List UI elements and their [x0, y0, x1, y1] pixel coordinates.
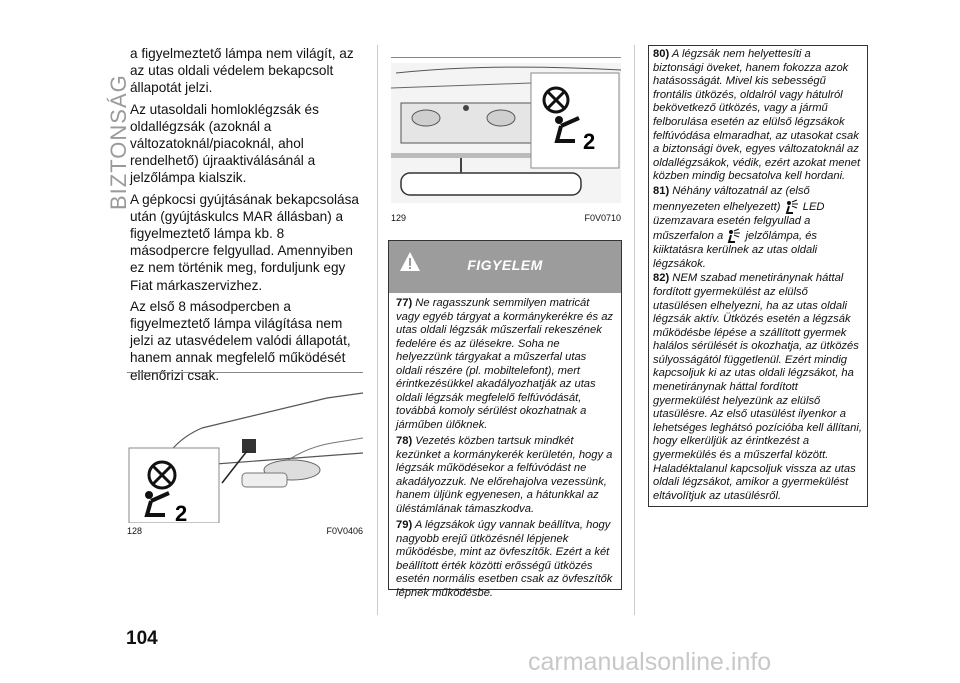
warning-title: FIGYELEM [467, 257, 543, 273]
passenger-airbag-icon [784, 199, 800, 215]
figure-code: F0V0406 [326, 526, 363, 536]
figure-caption [127, 526, 363, 536]
airbag-off-lamp [242, 439, 256, 453]
figure-128 [127, 372, 363, 543]
page-number: 104 [126, 628, 158, 649]
watermark: carmanualsonline.info [528, 648, 772, 676]
paragraph: a figyelmeztető lámpa nem világít, az az utas oldali védelem bekapcsolt állapotát jelzi. [130, 46, 354, 96]
figure-code: F0V0710 [584, 213, 621, 223]
figure-129 [391, 57, 621, 228]
paragraph: Az utasoldali homloklégzsák és oldallégzsák (azoknál a változatoknál/piacoknál, ahol rendelhető) újraaktiválásánál a jelzőlámpa kialszik. [130, 101, 319, 186]
svg-text:2: 2 [175, 501, 188, 523]
main-text-column [130, 45, 365, 388]
ceiling-light-illustration [391, 58, 621, 208]
figure-caption [391, 213, 621, 223]
passenger-airbag-icon [726, 228, 742, 244]
paragraph: Az első 8 másodpercben a figyelmeztető lámpa világítása nem jelzi az utasvédelem valódi állapotát, hanem annak megfelelő működését ellenőrizi csak. [130, 298, 351, 383]
note-item: 81) Néhány változatnál az (első mennyezeten elhelyezett) LED üzemzavara esetén felgyullad a műszerfalon a jelzőlámpa, és kiiktatásra kerülnek az utas oldali légzsákok. [653, 184, 825, 270]
paragraph: A gépkocsi gyújtásának bekapcsolása után (gyújtáskulcs MAR állásban) a figyelmeztető lámpa kb. 8 másodpercre felgyullad. Amennyiben ez nem történik meg, forduljunk egy Fiat márkaszervizhez. [130, 191, 359, 293]
section-title: BIZTONSÁG [106, 74, 131, 210]
warning-body [389, 293, 621, 607]
column-divider [377, 45, 378, 615]
note-item: 80) A légzsák nem helyettesíti a biztonsági öveket, hanem fokozza azok hatásosságát. Mivel kis sebességű frontális ütközés, oldalról vagy hátulról bekövetkező ütközés, vagy a jármű felborulása esetén az elülső légzsákok felfúvódása elmaradhat, az utasokat csak a biztonsági övek, egyes változatoknál az oldallégzsákok, védik, ezért azokat menet közben mindig becsatolva kell hordani. [653, 48, 861, 183]
notes-box [648, 45, 868, 507]
svg-text:2: 2 [583, 129, 596, 154]
airbag-light-illustration [127, 373, 363, 523]
note-item: 82) NEM szabad menetiránynak háttal fordított gyermekülést az elülső utasülésen elhelyezni, ha az utas oldali légzsák aktív. Ütközés esetén a légzsák működésbe lépése a szállított gyermek halálos sérülését is okozhatja, az ütközés súlyosságától függetlenül. Ezért mindig kapcsoljuk ki az utas oldali légzsákot, ha menetiránynak háttal fordított gyermekülést helyezünk az elülső utasülésre. Az első utasülést ilyenkor a lehetséges leghátsó pozícióba kell állítani, hogy elkerüljük az érintkezést a gyermekülés és a műszerfal között. Haladéktalanul kapcsoljuk vissza az utas oldali légzsákot, amikor a gyermekülést eltávolítjuk az utasülésről. [653, 272, 862, 502]
warning-box [388, 240, 622, 599]
warning-item: 79) A légzsákok úgy vannak beállítva, hogy nagyobb erejű ütközésnél lépjenek működésbe, mint az övfeszítők. Ezért a két beállított érték közötti erősségű ütközés esetén normális esetben csak az övfeszítők lépnek működésbe. [396, 519, 613, 599]
warning-item: 77) Ne ragasszunk semmilyen matricát vagy egyéb tárgyat a kormánykerékre és az utas oldali légzsák műszerfali rekeszének fedelére és az ülésekre. Soha ne helyezzünk tárgyakat a műszerfal utas oldali részére (pl. mobiltelefont), mert érintkezésükkel akadályozhatják az utas oldali légzsák megfelelő felfúvódását, továbbá komoly sérülést okozhatnak a járműben ülőknek. [396, 297, 614, 431]
figure-number: 128 [127, 526, 143, 536]
warning-item: 78) Vezetés közben tartsuk mindkét kezünket a kormánykerék kerületén, hogy a légzsák működésekor a felfúvódást ne akadályozzuk. Ne előrehajolva vezessünk, hanem üljünk egyenesen, a hátunkkal az üléstámlának támaszkodva. [396, 435, 613, 515]
figure-number: 129 [391, 213, 407, 223]
warning-header [389, 241, 621, 293]
column-divider [634, 45, 635, 615]
